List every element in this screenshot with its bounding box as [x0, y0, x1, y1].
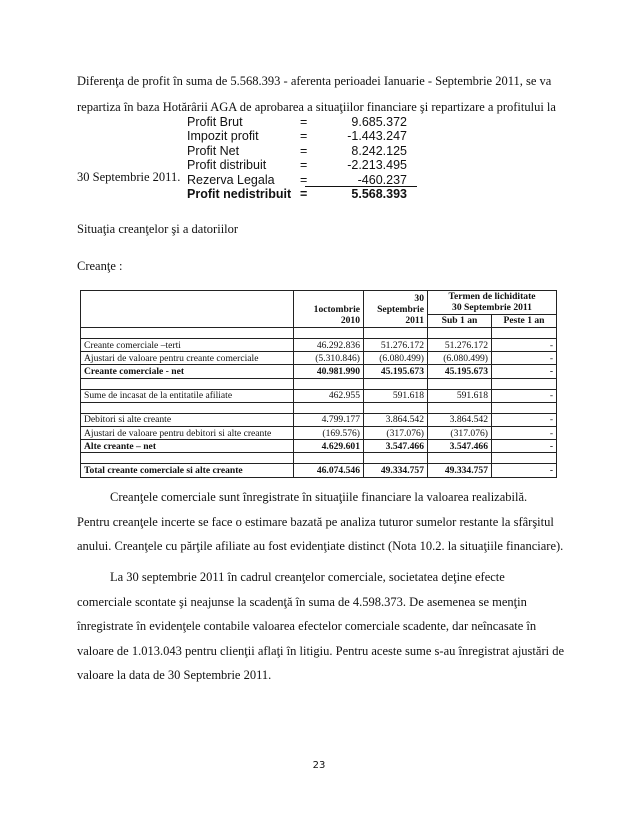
receivables-table: [80, 290, 557, 478]
cell-sub1: 51.276.172: [428, 339, 492, 352]
cell-2011: 51.276.172: [364, 339, 428, 352]
profit-value: -460.237: [357, 172, 407, 187]
cell-sub2: -: [492, 339, 557, 352]
cell-2010: 462.955: [294, 389, 364, 402]
profit-label: Rezerva Legala: [187, 172, 275, 187]
table-row: [81, 413, 557, 426]
table-spacer-row: [81, 378, 557, 389]
cell-sub1: 3.547.466: [428, 440, 492, 453]
row-label: Alte creante – net: [81, 440, 294, 453]
cell-2011: 45.195.673: [364, 365, 428, 378]
profit-row-total: [185, 187, 435, 201]
profit-row: [185, 144, 435, 158]
profit-eq: =: [300, 186, 308, 201]
cell-2011: (6.080.499): [364, 352, 428, 365]
paragraph-2: [77, 565, 567, 688]
row-label: Sume de incasat de la entitatile afiliate: [81, 389, 294, 402]
row-label: Creante comerciale –terti: [81, 339, 294, 352]
cell-sub2: -: [492, 413, 557, 426]
profit-value: 8.242.125: [351, 143, 407, 158]
cell-sub2: -: [492, 352, 557, 365]
table-row: [81, 389, 557, 402]
cell-2010: 4.629.601: [294, 440, 364, 453]
col-header-term-line2: 30 Septembrie 2011: [452, 302, 532, 314]
table-row: [81, 426, 557, 439]
profit-eq: =: [300, 115, 308, 129]
paragraph-1-s2: Pentru creanţele incerte se face o estimare bazată pe analiza tuturor sumelor restante la sfârşitul: [77, 514, 554, 529]
col-header-2010: [294, 291, 364, 328]
profit-label: Profit nedistribuit: [187, 186, 292, 201]
profit-value: 9.685.372: [351, 115, 407, 129]
row-label: Ajustari de valoare pentru creante comerciale: [81, 352, 294, 365]
profit-value: -2.213.495: [347, 158, 407, 173]
profit-label: Profit Brut: [187, 115, 243, 129]
cell-sub2: -: [492, 440, 557, 453]
header-blank: [81, 291, 294, 328]
intro-line-1: Diferenţa de profit în suma de 5.568.393 - aferenta perioadei Ianuarie - Septembrie 2011, se va: [77, 74, 552, 88]
cell-sub2: -: [492, 426, 557, 439]
table-row-total: [81, 464, 557, 477]
profit-eq: =: [300, 172, 308, 187]
profit-row: [185, 129, 435, 143]
profit-row: [185, 173, 435, 187]
col-header-term-line1: Termen de lichiditate: [448, 291, 536, 303]
row-label: Debitori si alte creante: [81, 413, 294, 426]
row-label: Ajustari de valoare pentru debitori si alte creante: [81, 426, 294, 439]
cell-sub1: 45.195.673: [428, 365, 492, 378]
cell-2011: 3.864.542: [364, 413, 428, 426]
col-header-term: [428, 291, 557, 315]
col-header-2011-line1: 30 Septembrie: [377, 293, 424, 315]
paragraph-1: [77, 485, 567, 559]
cell-sub2: -: [492, 464, 557, 477]
table-spacer-row: [81, 402, 557, 413]
col-header-sub1: Sub 1 an: [428, 314, 492, 327]
paragraph-2-s1: La 30 septembrie 2011 în cadrul creanţelor comerciale, societatea deţine efecte: [110, 570, 505, 584]
row-label: Total creante comerciale si alte creante: [81, 464, 294, 477]
cell-sub1: 49.334.757: [428, 464, 492, 477]
cell-2011: (317.076): [364, 426, 428, 439]
profit-eq: =: [300, 129, 308, 144]
table-row: [81, 365, 557, 378]
table-row: [81, 440, 557, 453]
cell-2010: 40.981.990: [294, 365, 364, 378]
cell-2011: 3.547.466: [364, 440, 428, 453]
profit-value: -1.443.247: [347, 129, 407, 144]
section-title: Situaţia creanţelor şi a datoriilor: [77, 222, 239, 236]
profit-eq: =: [300, 158, 308, 173]
cell-2010: 46.292.836: [294, 339, 364, 352]
profit-row: [185, 115, 435, 129]
profit-label: Impozit profit: [187, 129, 259, 144]
cell-sub2: -: [492, 389, 557, 402]
paragraph-2-s2: comerciale scontate şi neajunse la scadenţă în suma de 4.598.373. De asemenea se menţin: [77, 594, 527, 609]
col-header-2011: [364, 291, 428, 328]
profit-label: Profit Net: [187, 143, 240, 158]
table-header-row: [81, 291, 557, 315]
profit-value: 5.568.393: [351, 186, 407, 201]
sub-title: Creanţe :: [77, 259, 123, 273]
table-row: [81, 339, 557, 352]
paragraph-1-s3: anului. Creanţele cu părţile afiliate au fost evidenţiate distinct (Nota 10.2. la situaţiile financiare).: [77, 539, 564, 553]
paragraph-1-s1: Creanţele comerciale sunt înregistrate în situaţiile financiare la valoarea realizabilă.: [110, 490, 528, 504]
paragraph-2-s5: valoare la data de 30 Septembrie 2011.: [77, 668, 272, 682]
cell-2010: (169.576): [294, 426, 364, 439]
profit-summary: [185, 115, 435, 201]
intro-line-3: 30 Septembrie 2011.: [77, 170, 181, 184]
col-header-2011-line2: 2011: [405, 315, 424, 326]
cell-sub1: (6.080.499): [428, 352, 492, 365]
cell-2010: 46.074.546: [294, 464, 364, 477]
cell-sub1: 591.618: [428, 389, 492, 402]
paragraph-2-s4: valoare de 1.013.043 pentru clienţii aflaţi în litigiu. Pentru aceste sume s-au înregistrat ajustări de: [77, 643, 565, 658]
row-label: Creante comerciale - net: [81, 365, 294, 378]
cell-sub1: 3.864.542: [428, 413, 492, 426]
table-spacer-row: [81, 453, 557, 464]
cell-2010: (5.310.846): [294, 352, 364, 365]
page-number: 23: [312, 760, 326, 771]
intro-line-2: repartiza în baza Hotărârii AGA de aprobarea a situaţiilor financiare şi repartizare a profitului la: [77, 100, 556, 114]
table-row: [81, 352, 557, 365]
profit-label: Profit distribuit: [187, 158, 267, 173]
cell-sub2: -: [492, 365, 557, 378]
col-header-2010-line2: 2010: [340, 315, 360, 326]
col-header-2010-line1: 1octombrie: [313, 304, 360, 315]
profit-eq: =: [300, 143, 308, 158]
paragraph-2-s3: înregistrate în evidenţele contabile valoarea efectelor comerciale scadente, dar neîncasate în: [77, 619, 537, 633]
profit-row: [185, 158, 435, 172]
table-spacer-row: [81, 328, 557, 339]
cell-2011: 591.618: [364, 389, 428, 402]
cell-2011: 49.334.757: [364, 464, 428, 477]
cell-2010: 4.799.177: [294, 413, 364, 426]
cell-sub1: (317.076): [428, 426, 492, 439]
col-header-sub2: Peste 1 an: [492, 314, 557, 327]
